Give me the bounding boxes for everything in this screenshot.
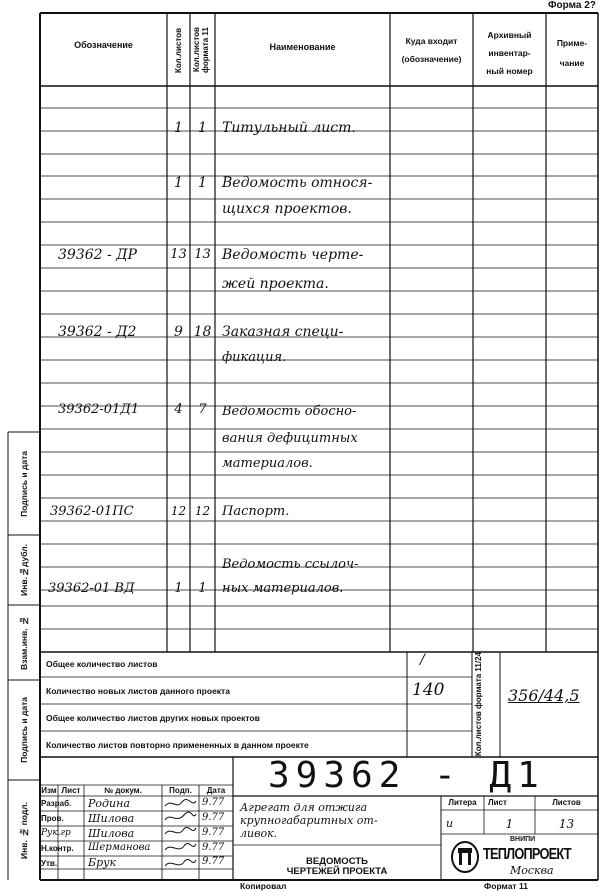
summary-total-sheets: Общее количество листов: [46, 659, 158, 669]
stamp-role: Рук.гр: [41, 828, 71, 838]
table-row-name: Ведомость черте-: [222, 247, 364, 263]
header-archive-1: Архивный: [487, 30, 532, 40]
header-goes-to-2: (обозначение): [401, 54, 462, 64]
margin-inv-sign-label: Подпись и дата: [19, 450, 29, 517]
table-row-designation: 39362-01 ВД: [48, 581, 135, 596]
stamp-description-line: Агрегат для отжига: [240, 801, 367, 814]
summary-format-label: Кол.листов формата 11/24: [474, 652, 483, 757]
table-row-sheets: 13: [170, 247, 187, 262]
stamp-date: 9.77: [202, 827, 225, 838]
summary-format-value: 356/44,5: [508, 686, 580, 705]
table-row-name: Титульный лист.: [222, 120, 356, 136]
header-designation: Обозначение: [74, 40, 133, 50]
stamp-liter-value: и: [446, 817, 454, 830]
stamp-date: 9.77: [202, 812, 225, 823]
stamp-doc-code: 39362 - Д1: [268, 755, 545, 796]
margin-replace-cell: [8, 605, 40, 680]
table-row-name: Ведомость ссылоч-: [222, 557, 359, 572]
margin-inv-dup-label: Инв.№дубл.: [19, 544, 29, 596]
table-row-sheets: 9: [174, 324, 183, 340]
table-row-sheets: 1: [174, 175, 183, 191]
stamp-role: Разраб.: [41, 799, 72, 808]
stamp-name: Шилова: [88, 812, 135, 825]
stamp-header-doc: № докум.: [104, 786, 142, 795]
stamp-description-line: крупногабаритных от-: [240, 814, 378, 827]
table-row-formats: 7: [198, 402, 207, 417]
header-format-count: Кол.листов формата 11: [191, 27, 210, 73]
table-row-sheets: 4: [174, 402, 183, 417]
stamp-liter-label: Литера: [448, 798, 477, 807]
table-row-formats: 1: [198, 581, 207, 596]
stamp-title-1: ВЕДОМОСТЬ: [306, 856, 368, 867]
stamp-description-line: ливок.: [240, 827, 278, 840]
table-row-formats: 1: [198, 175, 207, 191]
stamp-name: Родина: [88, 797, 130, 810]
summary-reused: Количество листов повторно примененных в данном проекте: [46, 740, 309, 750]
stamp-header-list: Лист: [61, 786, 81, 795]
summary-total-sheets-value: /: [420, 652, 425, 668]
stamp-role: Н.контр.: [41, 844, 74, 853]
stamp-role: Утв.: [41, 859, 58, 868]
summary-other-projects: Общее количество листов других новых проектов: [46, 713, 260, 723]
table-row-sheets: 1: [174, 581, 183, 596]
stamp-org-small: ВНИПИ: [510, 836, 536, 843]
table-row-name: Ведомость обосно-: [222, 404, 357, 419]
stamp-sheet-value: 1: [505, 817, 514, 831]
stamp-city: Москва: [510, 864, 554, 877]
header-sheets-count: Кол.листов: [174, 27, 183, 73]
margin-inv-dup-cell: [8, 535, 40, 605]
table-row-name: фикация.: [222, 350, 287, 365]
footer-copied: Копировал: [240, 881, 287, 891]
table-row-designation: 39362 - ДР: [58, 247, 137, 263]
summary-new-sheets-value: 140: [412, 680, 445, 700]
table-row-formats: 18: [193, 324, 212, 340]
stamp-header-izm: Изм: [41, 786, 57, 795]
table-row-name: жей проекта.: [222, 276, 329, 292]
header-archive-3: ный номер: [486, 66, 533, 76]
stamp-date: 9.77: [202, 797, 225, 808]
stamp-date: 9.77: [202, 842, 225, 853]
table-row-formats: 12: [194, 504, 211, 518]
stamp-org-name: ТЕПЛОПРОЕКТ: [483, 846, 571, 863]
header-sheets-count-cell: [167, 14, 190, 86]
margin-inv-orig-label: Инв. № подл.: [19, 801, 29, 859]
stamp-title-2: ЧЕРТЕЖЕЙ ПРОЕКТА: [286, 866, 388, 877]
stamp-header-date: Дата: [206, 786, 226, 795]
table-row-formats: 13: [194, 247, 211, 262]
stamp-role: Пров.: [41, 814, 64, 823]
margin-sign-date-cell: [8, 680, 40, 780]
margin-replace-label: Взам.инв. №: [19, 615, 29, 670]
footer-format: Формат 11: [484, 881, 528, 891]
table-row-designation: 39362-01ПС: [50, 504, 134, 519]
table-row-name: материалов.: [222, 456, 313, 471]
stamp-sheets-label: Листов: [552, 798, 581, 807]
table-row-name: ных материалов.: [222, 581, 344, 596]
table-row-designation: 39362-01Д1: [58, 402, 140, 417]
table-row-name: вания дефицитных: [222, 431, 358, 446]
stamp-signatures: [162, 796, 199, 880]
header-format-count-cell: [190, 14, 215, 86]
stamp-name: Шилова: [88, 827, 135, 840]
table-row-name: щихся проектов.: [222, 201, 352, 217]
form-label: Форма 2?: [548, 0, 596, 11]
summary-format-label-cell: [472, 652, 500, 757]
header-note-2: чание: [559, 58, 585, 68]
table-row-name: Ведомость относя-: [222, 175, 373, 191]
table-row-formats: 1: [198, 120, 207, 136]
header-goes-to-1: Куда входит: [405, 36, 458, 46]
stamp-sheets-value: 13: [558, 817, 575, 831]
table-row-name: Паспорт.: [222, 504, 290, 519]
stamp-name: Шерманова: [88, 842, 151, 853]
header-name: Наименование: [269, 42, 336, 52]
margin-sign-date-label: Подпись и дата: [19, 697, 29, 763]
table-row-designation: 39362 - Д2: [58, 324, 137, 340]
header-archive-2: инвентар-: [488, 48, 531, 58]
stamp-date: 9.77: [202, 856, 225, 867]
table-row-sheets: 12: [170, 504, 187, 518]
table-row-name: Заказная специ-: [222, 324, 344, 340]
org-logo-icon: [450, 840, 480, 874]
summary-new-sheets: Количество новых листов данного проекта: [46, 686, 230, 696]
table-row-sheets: 1: [174, 120, 183, 136]
margin-inv-sign-cell: [8, 432, 40, 535]
stamp-name: Брук: [88, 856, 117, 869]
stamp-sheet-label: Лист: [488, 798, 507, 807]
stamp-header-sign: Подп.: [169, 786, 192, 795]
margin-inv-orig-cell: [8, 780, 40, 880]
header-note-1: Приме-: [556, 38, 588, 48]
